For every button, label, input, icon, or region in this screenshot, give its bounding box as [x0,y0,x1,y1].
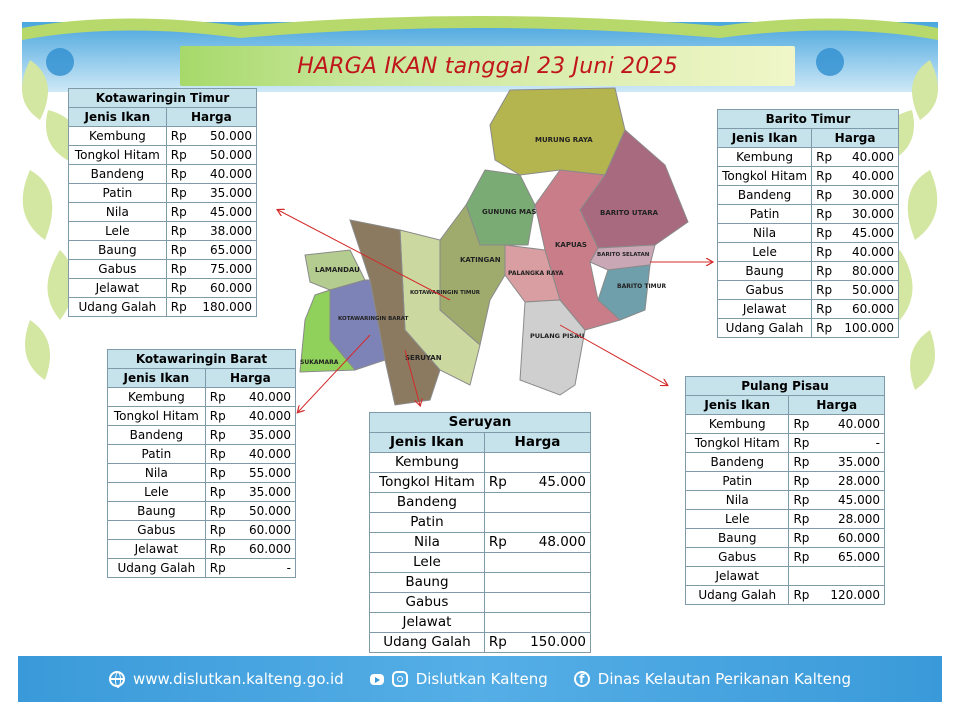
table-row [718,148,899,167]
price-value: 65.000 [814,548,885,567]
table-row [108,388,296,407]
fish-name: Gabus [686,548,789,567]
fish-name: Gabus [370,593,485,613]
currency: Rp [205,540,231,559]
fish-name: Lele [69,222,167,241]
currency [484,573,511,593]
price-value: 75.000 [190,260,257,279]
currency: Rp [205,483,231,502]
table-kotawaringin-timur [68,88,257,317]
table-row [686,453,885,472]
table-row [370,593,591,613]
price-value: 28.000 [814,510,885,529]
fish-name: Bandeng [108,426,206,445]
price-value [512,573,591,593]
currency [789,567,814,586]
fish-name: Kembung [718,148,812,167]
fish-name: Patin [370,513,485,533]
currency: Rp [789,510,814,529]
label-barito-utara: BARITO UTARA [600,209,659,217]
price-value: 180.000 [190,298,257,317]
fish-name: Udang Galah [686,586,789,605]
currency: Rp [789,548,814,567]
fish-name: Nila [370,533,485,553]
table-row [69,279,257,298]
price-value: 38.000 [190,222,257,241]
label-kotawaringin-barat: KOTAWARINGIN BARAT [338,316,409,322]
price-value: 35.000 [231,426,295,445]
currency: Rp [484,533,511,553]
website-text: www.dislutkan.kalteng.go.id [132,670,344,688]
label-barito-selatan: BARITO SELATAN [597,252,650,258]
label-gunung-mas: GUNUNG MAS [482,208,537,216]
fish-name: Nila [686,491,789,510]
currency: Rp [789,434,814,453]
fish-name: Jelawat [686,567,789,586]
table-row [686,548,885,567]
title-banner [180,46,795,86]
fish-name: Bandeng [370,493,485,513]
fish-name: Baung [370,573,485,593]
label-katingan: KATINGAN [460,256,501,264]
table-row [686,567,885,586]
currency [484,493,511,513]
label-sukamara: SUKAMARA [300,359,339,366]
globe-icon [109,671,125,687]
table-row [370,633,591,653]
table-row [69,241,257,260]
footer-social[interactable] [370,670,548,688]
currency: Rp [789,586,814,605]
fish-name: Patin [718,205,812,224]
price-value: 40.000 [231,388,295,407]
currency: Rp [484,473,511,493]
price-value: 60.000 [834,300,898,319]
col-harga: Harga [166,108,256,127]
table-row [718,243,899,262]
price-value: 100.000 [834,319,898,338]
fish-name: Baung [718,262,812,281]
regency-map [300,88,688,405]
currency: Rp [166,146,190,165]
table-row [718,319,899,338]
currency: Rp [812,243,835,262]
currency: Rp [205,445,231,464]
currency: Rp [789,529,814,548]
fish-name: Gabus [108,521,206,540]
fish-name: Kembung [370,453,485,473]
price-value: 45.000 [834,224,898,243]
price-value: - [231,559,295,578]
instagram-icon [392,671,408,687]
currency [484,593,511,613]
table-title: Seruyan [370,413,591,433]
label-kotawaringin-timur: KOTAWARINGIN TIMUR [410,290,481,296]
price-value: 60.000 [231,540,295,559]
table-row [718,281,899,300]
fish-name: Bandeng [69,165,167,184]
table-row [718,167,899,186]
currency: Rp [812,224,835,243]
currency: Rp [812,300,835,319]
table-row [69,184,257,203]
price-value: 35.000 [190,184,257,203]
currency: Rp [205,426,231,445]
table-row [108,445,296,464]
table-row [686,586,885,605]
price-value: 60.000 [231,521,295,540]
table-row [108,407,296,426]
fish-name: Gabus [69,260,167,279]
currency: Rp [812,186,835,205]
currency: Rp [166,203,190,222]
fish-name: Kembung [108,388,206,407]
table-pulang-pisau [685,376,885,605]
fish-name: Lele [718,243,812,262]
table-row [370,453,591,473]
table-seruyan [369,412,591,653]
table-row [108,540,296,559]
fish-name: Lele [108,483,206,502]
fish-name: Udang Galah [370,633,485,653]
currency: Rp [812,319,835,338]
col-harga: Harga [789,396,885,415]
price-value: 40.000 [190,165,257,184]
currency: Rp [166,279,190,298]
price-value: 50.000 [834,281,898,300]
price-value: 28.000 [814,472,885,491]
fish-name: Bandeng [718,186,812,205]
fish-name: Udang Galah [69,298,167,317]
price-value: 40.000 [834,243,898,262]
fish-name: Baung [686,529,789,548]
label-palangka-raya: PALANGKA RAYA [508,270,564,277]
currency: Rp [812,205,835,224]
currency [484,453,511,473]
col-jenis-ikan: Jenis Ikan [718,129,812,148]
col-jenis-ikan: Jenis Ikan [108,369,206,388]
currency [484,513,511,533]
price-value: 45.000 [512,473,591,493]
currency: Rp [166,184,190,203]
price-value: 35.000 [231,483,295,502]
table-row [718,224,899,243]
table-row [718,205,899,224]
table-row [686,434,885,453]
price-value: 55.000 [231,464,295,483]
currency: Rp [812,167,835,186]
fish-name: Lele [370,553,485,573]
currency: Rp [166,260,190,279]
price-value: 80.000 [834,262,898,281]
fish-name: Lele [686,510,789,529]
table-row [686,529,885,548]
price-value: 30.000 [834,205,898,224]
table-row [108,426,296,445]
table-row [69,298,257,317]
col-jenis-ikan: Jenis Ikan [686,396,789,415]
table-row [69,260,257,279]
col-harga: Harga [205,369,295,388]
currency: Rp [812,281,835,300]
price-value: 150.000 [512,633,591,653]
price-value: 50.000 [190,127,257,146]
price-value: 40.000 [814,415,885,434]
currency: Rp [789,415,814,434]
fish-name: Patin [69,184,167,203]
label-seruyan: SERUYAN [405,354,442,362]
social-text: Dislutkan Kalteng [415,670,548,688]
currency: Rp [205,407,231,426]
table-row [69,165,257,184]
table-title: Kotawaringin Barat [108,350,296,369]
table-row [370,493,591,513]
price-value: 40.000 [834,148,898,167]
price-value: 40.000 [231,407,295,426]
price-value [814,567,885,586]
label-lamandau: LAMANDAU [315,266,360,274]
table-row [718,300,899,319]
currency: Rp [166,222,190,241]
col-harga: Harga [812,129,899,148]
page-title: HARGA IKAN tanggal 23 Juni 2025 [297,53,678,79]
price-value [512,553,591,573]
currency: Rp [205,388,231,407]
fish-name: Kembung [686,415,789,434]
table-title: Pulang Pisau [686,377,885,396]
price-value [512,513,591,533]
table-row [370,513,591,533]
table-row [686,491,885,510]
table-row [69,127,257,146]
facebook-icon: f [574,671,590,687]
label-pulang-pisau: PULANG PISAU [530,332,585,340]
price-value [512,453,591,473]
fish-name: Tongkol Hitam [370,473,485,493]
fish-name: Gabus [718,281,812,300]
table-row [108,559,296,578]
table-row [686,472,885,491]
price-value: 35.000 [814,453,885,472]
price-value: 50.000 [231,502,295,521]
price-value: - [814,434,885,453]
currency: Rp [812,148,835,167]
currency: Rp [166,241,190,260]
currency: Rp [205,464,231,483]
label-kapuas: KAPUAS [555,241,587,249]
fish-name: Udang Galah [718,319,812,338]
currency: Rp [789,453,814,472]
fish-name: Udang Galah [108,559,206,578]
currency: Rp [484,633,511,653]
fish-name: Baung [69,241,167,260]
table-row [108,521,296,540]
price-value: 45.000 [190,203,257,222]
table-row [108,502,296,521]
currency: Rp [205,521,231,540]
fish-name: Jelawat [69,279,167,298]
price-value [512,613,591,633]
currency [484,613,511,633]
price-value: 40.000 [231,445,295,464]
currency: Rp [789,491,814,510]
fish-name: Baung [108,502,206,521]
price-value: 40.000 [834,167,898,186]
currency: Rp [205,559,231,578]
fish-name: Nila [69,203,167,222]
fish-name: Bandeng [686,453,789,472]
price-value: 65.000 [190,241,257,260]
table-row [69,203,257,222]
fish-name: Patin [108,445,206,464]
price-value [512,593,591,613]
table-barito-timur [717,109,899,338]
table-row [108,483,296,502]
table-row [69,146,257,165]
label-barito-timur: BARITO TIMUR [617,283,667,290]
fish-name: Tongkol Hitam [686,434,789,453]
price-value: 30.000 [834,186,898,205]
facebook-text: Dinas Kelautan Perikanan Kalteng [597,670,852,688]
fish-name: Jelawat [108,540,206,559]
price-value: 50.000 [190,146,257,165]
table-title: Kotawaringin Timur [69,89,257,108]
footer-facebook[interactable] [574,670,851,688]
table-row [108,464,296,483]
fish-name: Jelawat [718,300,812,319]
table-row [370,473,591,493]
currency: Rp [789,472,814,491]
price-value: 48.000 [512,533,591,553]
table-row [718,186,899,205]
currency: Rp [166,127,190,146]
table-row [370,533,591,553]
fish-name: Kembung [69,127,167,146]
currency: Rp [205,502,231,521]
fish-name: Tongkol Hitam [718,167,812,186]
table-kotawaringin-barat [107,349,296,578]
fish-name: Nila [108,464,206,483]
col-harga: Harga [484,433,590,453]
currency: Rp [166,298,190,317]
currency [484,553,511,573]
youtube-icon [370,674,384,685]
fish-name: Patin [686,472,789,491]
table-row [69,222,257,241]
table-row [370,553,591,573]
fish-name: Nila [718,224,812,243]
fish-name: Tongkol Hitam [108,407,206,426]
fish-name: Jelawat [370,613,485,633]
table-row [718,262,899,281]
price-value [512,493,591,513]
currency: Rp [166,165,190,184]
table-row [686,415,885,434]
price-value: 60.000 [190,279,257,298]
table-row [686,510,885,529]
col-jenis-ikan: Jenis Ikan [370,433,485,453]
label-murung-raya: MURUNG RAYA [535,136,593,144]
footer-website[interactable] [109,670,344,688]
price-value: 120.000 [814,586,885,605]
price-value: 45.000 [814,491,885,510]
table-title: Barito Timur [718,110,899,129]
col-jenis-ikan: Jenis Ikan [69,108,167,127]
map-murung-raya [490,88,625,175]
footer-bar [18,656,942,702]
fish-name: Tongkol Hitam [69,146,167,165]
price-value: 60.000 [814,529,885,548]
table-row [370,573,591,593]
table-row [370,613,591,633]
currency: Rp [812,262,835,281]
